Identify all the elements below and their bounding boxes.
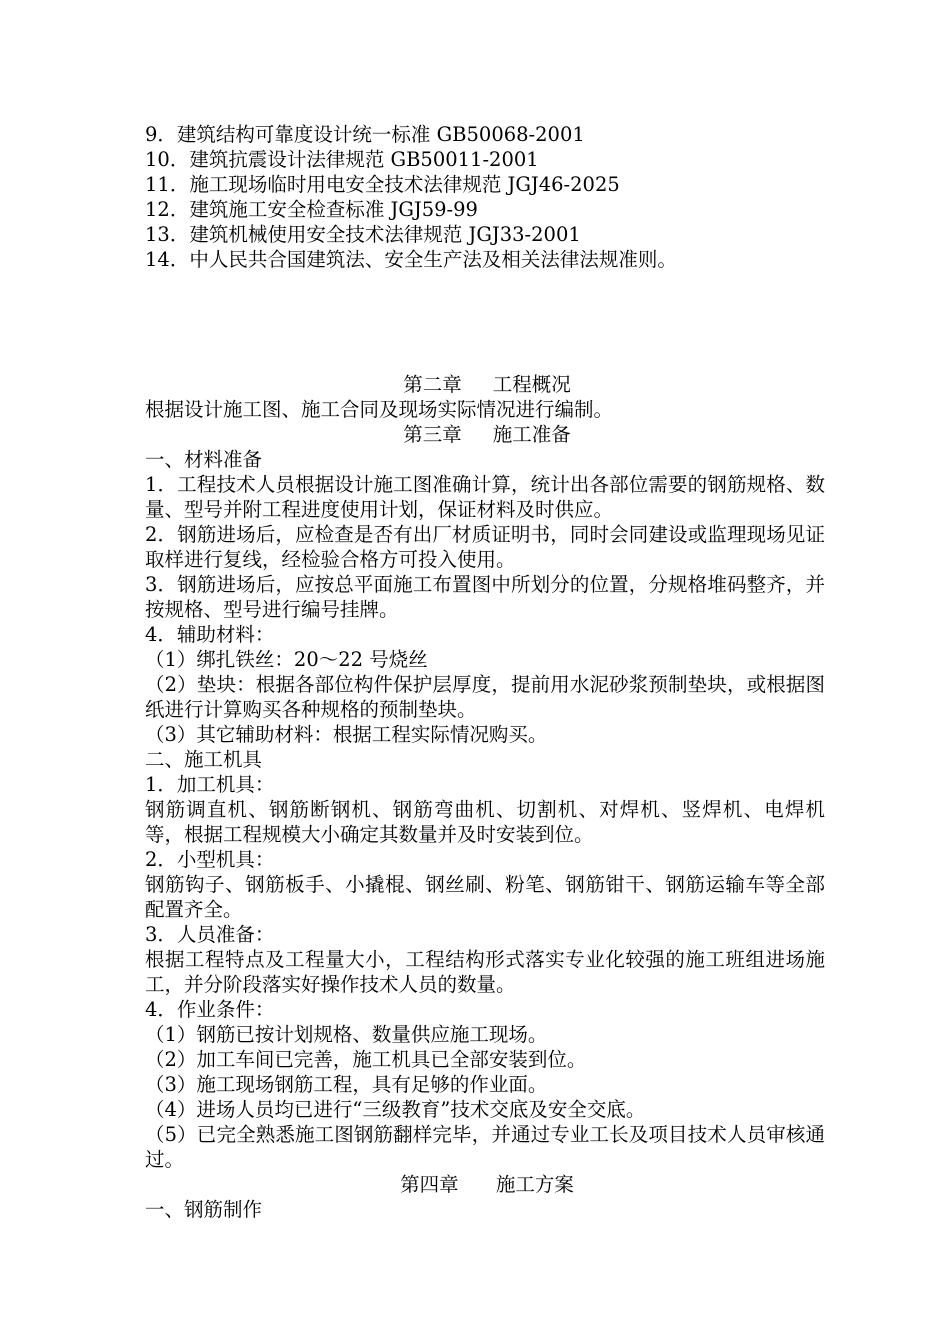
condition-2: （2）加工车间已完善，施工机具已全部安装到位。 xyxy=(145,1048,587,1071)
standard-item-9: 9．建筑结构可靠度设计统一标准 GB50068-2001 xyxy=(145,123,585,146)
machines-item-2: 2．小型机具： xyxy=(145,848,275,871)
machines-item-1-text: 钢筋调直机、钢筋断钢机、钢筋弯曲机、切割机、对焊机、竖焊机、电焊机等，根据工程规模大小确定其数量并及时安装到位。 xyxy=(145,798,825,846)
materials-sub-2: （2）垫块：根据各部位构件保护层厚度，提前用水泥砂浆预制垫块，或根据图纸进行计算购买各种规格的预制垫块。 xyxy=(145,673,825,721)
machines-item-3: 3．人员准备： xyxy=(145,923,275,946)
standard-item-13: 13．建筑机械使用安全技术法律规范 JGJ33-2001 xyxy=(145,223,581,246)
materials-item-2: 2．钢筋进场后，应检查是否有出厂材质证明书，同时会同建设或监理现场见证取样进行复线，经检验合格方可投入使用。 xyxy=(145,523,825,571)
machines-item-4: 4．作业条件： xyxy=(145,998,275,1021)
materials-item-1: 1．工程技术人员根据设计施工图准确计算，统计出各部位需要的钢筋规格、数量、型号并附工程进度使用计划，保证材料及时供应。 xyxy=(145,473,825,521)
chapter-4-heading: 一、钢筋制作 xyxy=(145,1198,263,1221)
chapter-3-title: 第三章 施工准备 xyxy=(403,423,571,446)
standard-item-12: 12．建筑施工安全检查标准 JGJ59-99 xyxy=(145,198,478,221)
materials-item-4: 4．辅助材料： xyxy=(145,623,275,646)
machines-item-3-text: 根据工程特点及工程量大小，工程结构形式落实专业化较强的施工班组进场施工，并分阶段落实好操作技术人员的数量。 xyxy=(145,948,825,996)
standard-item-14: 14．中人民共合国建筑法、安全生产法及相关法律法规准则。 xyxy=(145,248,677,271)
condition-1: （1）钢筋已按计划规格、数量供应施工现场。 xyxy=(145,1023,548,1046)
condition-3: （3）施工现场钢筋工程，具有足够的作业面。 xyxy=(145,1073,548,1096)
materials-sub-3: （3）其它辅助材料：根据工程实际情况购买。 xyxy=(145,723,548,746)
materials-sub-1: （1）绑扎铁丝：20～22 号烧丝 xyxy=(145,648,428,671)
standards-list xyxy=(145,122,825,272)
section-gap xyxy=(145,272,825,372)
machines-item-1: 1．加工机具： xyxy=(145,773,275,796)
document-page xyxy=(145,122,825,1222)
chapter-2-title: 第二章 工程概况 xyxy=(403,373,571,396)
standard-item-10: 10．建筑抗震设计法律规范 GB50011-2001 xyxy=(145,148,539,171)
materials-item-3: 3．钢筋进场后，应按总平面施工布置图中所划分的位置，分规格堆码整齐，并按规格、型号进行编号挂牌。 xyxy=(145,573,825,621)
standard-item-11: 11．施工现场临时用电安全技术法律规范 JGJ46-2025 xyxy=(145,173,620,196)
condition-5: （5）已完全熟悉施工图钢筋翻样完毕，并通过专业工长及项目技术人员审核通过。 xyxy=(145,1123,825,1171)
materials-heading: 一、材料准备 xyxy=(145,448,263,471)
condition-4: （4）进场人员均已进行“三级教育”技术交底及安全交底。 xyxy=(145,1098,646,1121)
chapter-2-text: 根据设计施工图、施工合同及现场实际情况进行编制。 xyxy=(145,398,614,421)
machines-item-2-text: 钢筋钩子、钢筋板手、小撬棍、钢丝刷、粉笔、钢筋钳干、钢筋运输车等全部配置齐全。 xyxy=(145,873,825,921)
machines-heading: 二、施工机具 xyxy=(145,748,263,771)
chapter-4-title: 第四章 施工方案 xyxy=(400,1173,574,1196)
